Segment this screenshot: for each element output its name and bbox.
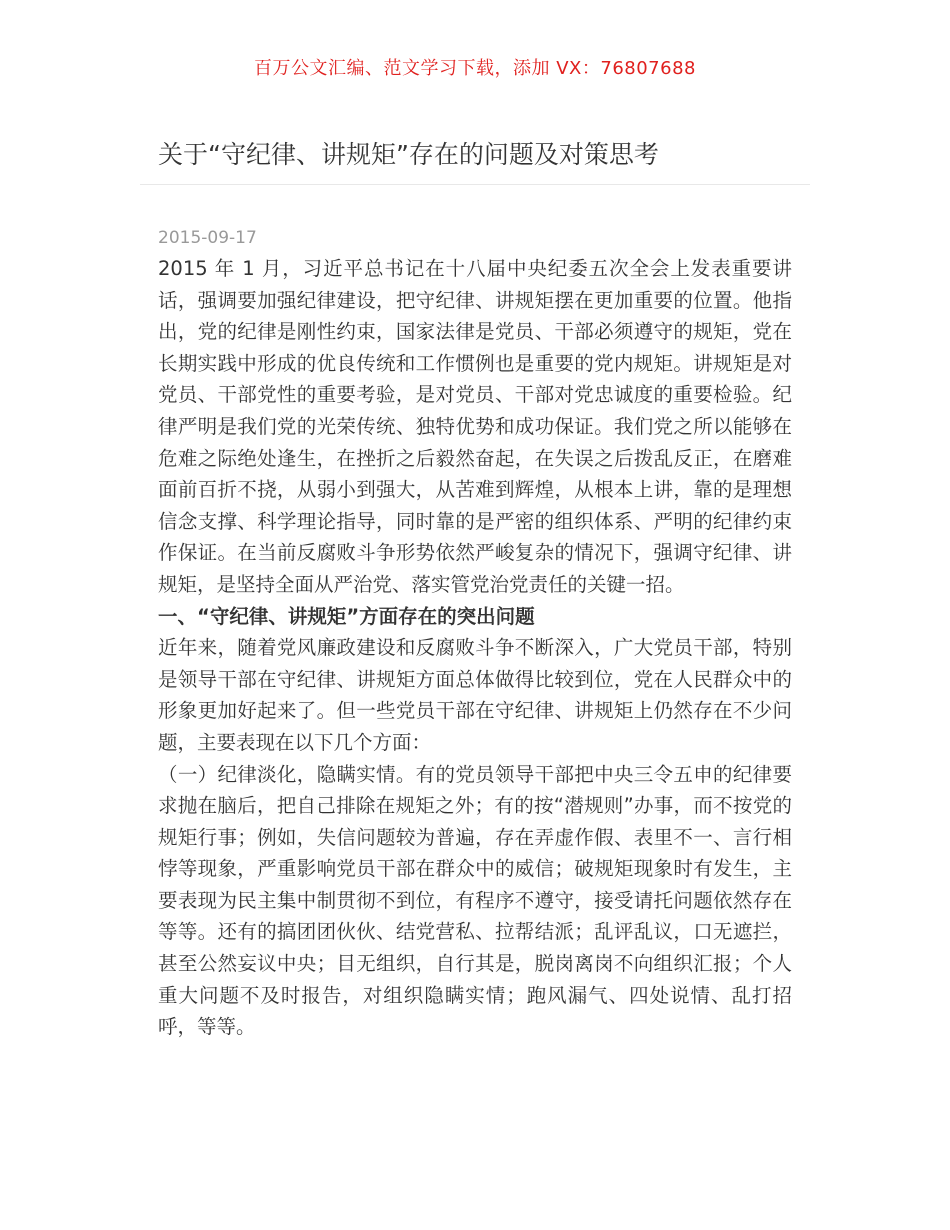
- publish-date: 2015-09-17: [158, 228, 257, 248]
- title-divider: [140, 184, 810, 185]
- intro-paragraph: 2015 年 1 月，习近平总书记在十八届中央纪委五次全会上发表重要讲话，强调要加强纪律建设，把守纪律、讲规矩摆在更加重要的位置。他指出，党的纪律是刚性约束，国家法律是党员、干部必须遵守的规矩，党在长期实践中形成的优良传统和工作惯例也是重要的党内规矩。讲规矩是对党员、干部党性的重要考验，是对党员、干部对党忠诚度的重要检验。纪律严明是我们党的光荣传统、独特优势和成功保证。我们党之所以能够在危难之际绝处逢生，在挫折之后毅然奋起，在失误之后拨乱反正，在磨难面前百折不挠，从弱小到强大，从苦难到辉煌，从根本上讲，靠的是理想信念支撑、科学理论指导，同时靠的是严密的组织体系、严明的纪律约束作保证。在当前反腐败斗争形势依然严峻复杂的情况下，强调守纪律、讲规矩，是坚持全面从严治党、落实管党治党责任的关键一招。: [158, 257, 792, 596]
- article-title: 关于“守纪律、讲规矩”存在的问题及对策思考: [158, 140, 659, 169]
- body-paragraph: 近年来，随着党风廉政建设和反腐败斗争不断深入，广大党员干部，特别是领导干部在守纪律、讲规矩方面总体做得比较到位，党在人民群众中的形象更加好起来了。但一些党员干部在守纪律、讲规矩上仍然存在不少问题，主要表现在以下几个方面：: [158, 636, 792, 754]
- section-heading: 一、“守纪律、讲规矩”方面存在的突出问题: [158, 604, 535, 628]
- watermark-banner: 百万公文汇编、范文学习下载，添加 VX：76807688: [254, 58, 696, 79]
- article-body: [158, 253, 792, 1043]
- body-paragraph: （一）纪律淡化，隐瞒实情。有的党员领导干部把中央三令五申的纪律要求抛在脑后，把自己排除在规矩之外；有的按“潜规则”办事，而不按党的规矩行事；例如，失信问题较为普遍，存在弄虚作假、表里不一、言行相悖等现象，严重影响党员干部在群众中的威信；破规矩现象时有发生，主要表现为民主集中制贯彻不到位，有程序不遵守，接受请托问题依然存在等等。还有的搞团团伙伙、结党营私、拉帮结派；乱评乱议，口无遮拦，甚至公然妄议中央；目无组织，自行其是，脱岗离岗不向组织汇报；个人重大问题不及时报告，对组织隐瞒实情；跑风漏气、四处说情、乱打招呼，等等。: [158, 762, 792, 1039]
